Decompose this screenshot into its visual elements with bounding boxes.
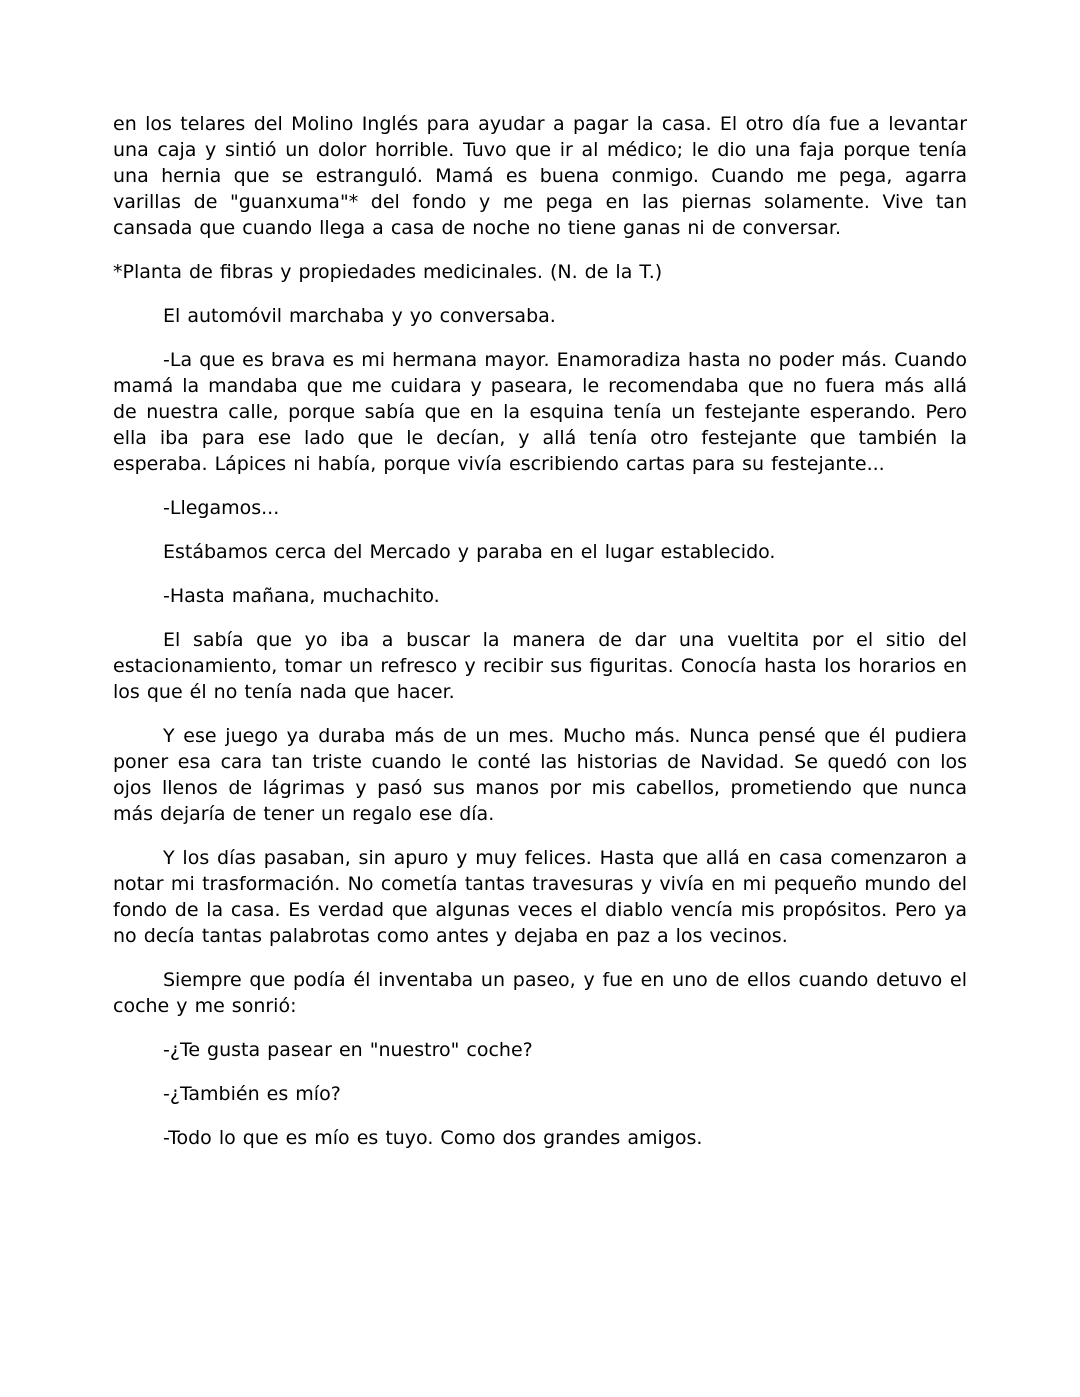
dialogue-line: -Todo lo que es mío es tuyo. Como dos grandes amigos. (163, 1127, 703, 1149)
paragraph: Estábamos cerca del Mercado y paraba en el lugar establecido. (163, 541, 776, 563)
paragraph: El sabía que yo iba a buscar la manera de dar una vueltita por el sitio del estacionamiento, tomar un refresco y recibir sus figuritas. Conocía hasta los horarios en los que él no tenía nada que hacer. (113, 629, 967, 703)
footnote: *Planta de fibras y propiedades medicinales. (N. de la T.) (113, 261, 663, 283)
dialogue-line: -Llegamos... (163, 497, 280, 519)
paragraph: Y ese juego ya duraba más de un mes. Mucho más. Nunca pensé que él pudiera poner esa cara tan triste cuando le conté las historias de Navidad. Se quedó con los ojos llenos de lágrimas y pasó sus manos por mis cabellos, prometiendo que nunca más dejaría de tener un regalo ese día. (113, 725, 967, 825)
paragraph: El automóvil marchaba y yo conversaba. (163, 305, 556, 327)
paragraph-continuation: en los telares del Molino Inglés para ayudar a pagar la casa. El otro día fue a levantar una caja y sintió un dolor horrible. Tuvo que ir al médico; le dio una faja porque tenía una hernia que se estranguló. Mamá es buena conmigo. Cuando me pega, agarra varillas de "guanxuma"* del fondo y me pega en las piernas solamente. Vive tan cansada que cuando llega a casa de noche no tiene ganas ni de conversar. (113, 113, 967, 239)
dialogue-line: -¿También es mío? (163, 1083, 341, 1105)
dialogue-line: -Hasta mañana, muchachito. (163, 585, 440, 607)
paragraph: Y los días pasaban, sin apuro y muy felices. Hasta que allá en casa comenzaron a notar mi trasformación. No cometía tantas travesuras y vivía en mi pequeño mundo del fondo de la casa. Es verdad que algunas veces el diablo vencía mis propósitos. Pero ya no decía tantas palabrotas como antes y dejaba en paz a los vecinos. (113, 847, 967, 947)
paragraph: Siempre que podía él inventaba un paseo, y fue en uno de ellos cuando detuvo el coche y me sonrió: (113, 969, 967, 1017)
dialogue-line: -La que es brava es mi hermana mayor. Enamoradiza hasta no poder más. Cuando mamá la mandaba que me cuidara y paseara, le recomendaba que no fuera más allá de nuestra calle, porque sabía que en la esquina tenía un festejante esperando. Pero ella iba para ese lado que le decían, y allá tenía otro festejante que también la esperaba. Lápices ni había, porque vivía escribiendo cartas para su festejante... (113, 349, 967, 475)
dialogue-line: -¿Te gusta pasear en "nuestro" coche? (163, 1039, 533, 1061)
